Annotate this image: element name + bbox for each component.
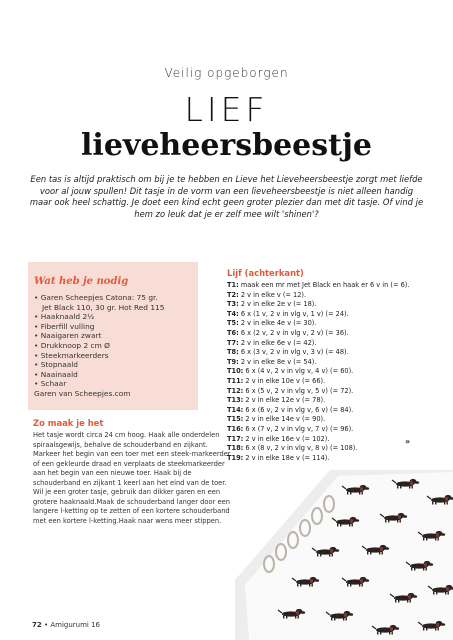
pattern-row bbox=[227, 454, 437, 464]
row-label: T13: bbox=[227, 396, 244, 405]
materials-list bbox=[34, 293, 194, 399]
row-label: T10: bbox=[227, 367, 244, 376]
row-text: 2 v in elke 14e v (= 90). bbox=[243, 415, 326, 424]
materials-item: • Fiberfill vulling bbox=[34, 321, 95, 331]
pattern-row bbox=[227, 348, 437, 358]
pattern-row bbox=[227, 281, 437, 291]
row-label: T18: bbox=[227, 444, 244, 453]
pattern-title: Lijf (achterkant) bbox=[227, 268, 304, 278]
notebook-photo bbox=[235, 470, 453, 640]
row-label: T6: bbox=[227, 328, 239, 337]
row-text: 2 v in elke 16e v (= 102). bbox=[243, 434, 330, 443]
pattern-row bbox=[227, 339, 437, 349]
row-text: 2 v in elke v (= 12). bbox=[238, 290, 307, 299]
magazine-name: Amigurumi 16 bbox=[50, 621, 101, 629]
pattern-row bbox=[227, 406, 437, 416]
row-text: 6 x (7 v, 2 v in vlg v, 7 v) (= 96). bbox=[243, 424, 354, 433]
pattern-row bbox=[227, 319, 437, 329]
pattern-rows bbox=[227, 281, 437, 463]
instructions-title: Zo maak je het bbox=[33, 418, 104, 428]
pattern-section bbox=[227, 268, 437, 463]
row-label: T11: bbox=[227, 376, 244, 385]
row-label: T7: bbox=[227, 338, 239, 347]
row-text: 2 v in elke 6e v (= 42). bbox=[238, 338, 317, 347]
row-text: 6 x (6 v, 2 v in vlg v, 6 v) (= 84). bbox=[243, 405, 354, 414]
materials-source: Garen van Scheepjes.com bbox=[34, 388, 131, 398]
row-text: 2 v in elke 18e v (= 114). bbox=[243, 453, 330, 462]
pattern-row bbox=[227, 415, 437, 425]
row-label: T5: bbox=[227, 319, 239, 328]
intro-paragraph: Een tas is altijd praktisch om bij je te hebben en Lieve het Lieveheersbeestje zorgt met liefde voor al jouw spullen! Dit tasje in de vorm van een lieveheersbeestje is niet alleen handig maar ook heel schattig. Je doet een kind echt geen groter plezier dan met dit tasje. Of vind je hem zo leuk dat je er zelf mee wilt 'shinen'? bbox=[29, 174, 424, 219]
pattern-row bbox=[227, 387, 437, 397]
row-text: 6 x (1 v, 2 v in vlg v, 1 v) (= 24). bbox=[238, 309, 349, 318]
row-label: T9: bbox=[227, 357, 239, 366]
row-text: 2 v in elke 4e v (= 30). bbox=[238, 319, 317, 328]
row-text: 6 x (4 v, 2 v in vlg v, 4 v) (= 60). bbox=[243, 367, 354, 376]
pattern-row bbox=[227, 377, 437, 387]
page-footer bbox=[32, 621, 100, 629]
pattern-row bbox=[227, 291, 437, 301]
pattern-row bbox=[227, 367, 437, 377]
materials-item: • Steekmarkeerders bbox=[34, 350, 109, 360]
row-text: 6 x (2 v, 2 v in vlg v, 2 v) (= 36). bbox=[238, 328, 349, 337]
footer-separator: • bbox=[43, 621, 49, 629]
continue-arrow-icon: » bbox=[405, 437, 411, 446]
row-label: T16: bbox=[227, 424, 244, 433]
kicker: Veilig opgeborgen bbox=[164, 66, 289, 80]
row-text: maak een mr met Jet Black en haak er 6 v in (= 6). bbox=[238, 281, 410, 289]
pattern-row bbox=[227, 300, 437, 310]
title-line-2: lieveheersbeestje bbox=[81, 128, 372, 163]
row-text: 2 v in elke 12e v (= 78). bbox=[243, 396, 326, 405]
row-label: T19: bbox=[227, 453, 244, 462]
materials-title: Wat heb je nodig bbox=[34, 276, 129, 287]
row-label: T1: bbox=[227, 281, 239, 289]
instructions-section bbox=[33, 418, 233, 526]
row-label: T14: bbox=[227, 405, 244, 414]
page-number: 72 bbox=[32, 621, 42, 629]
materials-item: • Haaknaald 2½ bbox=[34, 312, 95, 322]
pattern-row bbox=[227, 310, 437, 320]
materials-item: • Garen Scheepjes Catona: 75 gr. bbox=[34, 293, 158, 302]
row-label: T4: bbox=[227, 309, 239, 318]
title-line-1: LIEF bbox=[184, 90, 269, 129]
row-label: T17: bbox=[227, 434, 244, 443]
row-text: 6 x (3 v, 2 v in vlg v, 3 v) (= 48). bbox=[238, 348, 349, 357]
pattern-row bbox=[227, 425, 437, 435]
pattern-row bbox=[227, 358, 437, 368]
pattern-row bbox=[227, 329, 437, 339]
row-label: T2: bbox=[227, 290, 239, 299]
row-text: 6 x (5 v, 2 v in vlg v, 5 v) (= 72). bbox=[243, 386, 354, 395]
row-text: 2 v in elke 8e v (= 54). bbox=[238, 357, 317, 366]
row-label: T8: bbox=[227, 348, 239, 357]
row-text: 2 v in elke 2e v (= 18). bbox=[238, 300, 317, 309]
row-label: T15: bbox=[227, 415, 244, 424]
instructions-body: Het tasje wordt circa 24 cm hoog. Haak alle onderdelen spiraalsgewijs, behalve de schouderband en zijkant. Markeer het begin van een toer met een steek-markeerder of een gekleurde draad en verplaats de steekmarkeerder aan het begin van een nieuwe toer. Haak bij de schouderband en zijkant 1 keerl aan het eind van de toer. Wil je een groter tasje, gebruik dan dikker garen en een grotere haaknaald.Maak de schouderband langer door een langere l-ketting op te zetten of een kortere schouderband met een kortere l-ketting.Haak naar wens meer stippen. bbox=[33, 431, 231, 525]
materials-item: • Schaar bbox=[34, 379, 67, 389]
materials-item: • Naainaald bbox=[34, 369, 78, 379]
pattern-row bbox=[227, 396, 437, 406]
row-text: 6 x (8 v, 2 v in vlg v, 8 v) (= 108). bbox=[243, 444, 358, 453]
row-label: T12: bbox=[227, 386, 244, 395]
materials-item: • Drukknoop 2 cm Ø bbox=[34, 340, 110, 350]
materials-item: • Stopnaald bbox=[34, 360, 78, 370]
materials-item: Jet Black 110, 30 gr. Hot Red 115 bbox=[42, 302, 165, 312]
materials-item: • Naaigaren zwart bbox=[34, 331, 102, 341]
row-text: 2 v in elke 10e v (= 66). bbox=[243, 376, 326, 385]
row-label: T3: bbox=[227, 300, 239, 309]
